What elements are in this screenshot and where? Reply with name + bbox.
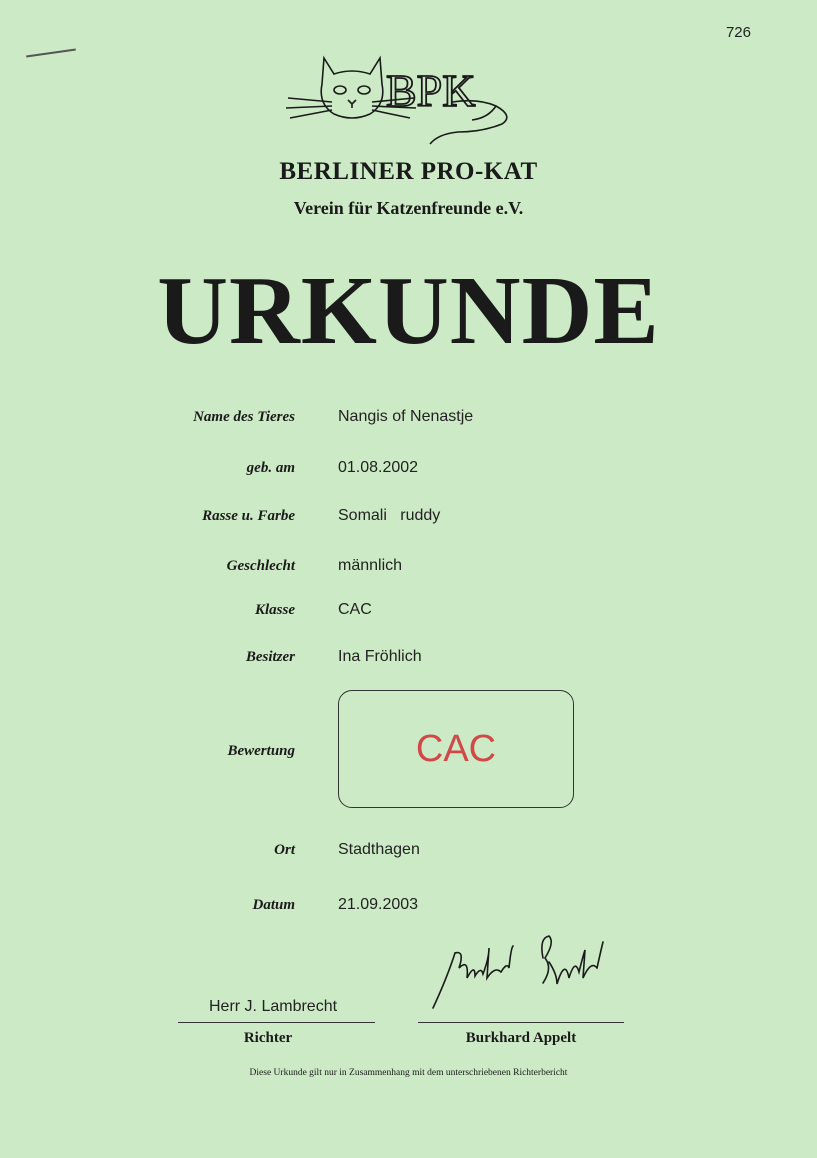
document-title: URKUNDE [157,257,660,365]
label-name: Name des Tieres [193,409,295,425]
label-class: Klasse [254,602,295,618]
organization-subtitle: Verein für Katzenfreunde e.V. [293,198,524,218]
value-date: 21.09.2003 [338,896,419,913]
label-sex: Geschlecht [226,558,295,574]
judge-role: Richter [243,1030,293,1046]
judge-name: Herr J. Lambrecht [209,998,338,1015]
rating-value: CAC [415,727,497,770]
document-number: 726 [725,24,751,41]
value-name: Nangis of Nenastje [338,408,474,425]
label-date: Datum [252,897,295,913]
label-owner: Besitzer [245,649,295,665]
label-breed-color: Rasse u. Farbe [202,508,295,524]
value-owner: Ina Fröhlich [338,648,422,665]
rating-box [338,690,574,808]
logo-letters: BPK [386,65,476,116]
cat-logo-icon [282,40,522,150]
organization-name: BERLINER PRO-KAT [279,158,538,185]
value-birthdate: 01.08.2002 [338,459,419,476]
signer-name: Burkhard Appelt [465,1030,577,1046]
label-place: Ort [274,842,295,858]
label-rating: Bewertung [227,743,295,759]
value-place: Stadthagen [338,841,420,858]
stray-mark [26,49,76,58]
value-breed-color: Somali ruddy [338,507,441,524]
value-class: CAC [338,601,372,618]
judge-signature-line [178,1022,375,1023]
handwritten-signature [425,928,615,1013]
signer-signature-line [418,1022,624,1023]
value-sex: männlich [338,557,403,574]
label-birthdate: geb. am [246,460,295,476]
footer-note: Diese Urkunde gilt nur in Zusammenhang mit dem unterschriebenen Richterbericht [249,1068,568,1078]
